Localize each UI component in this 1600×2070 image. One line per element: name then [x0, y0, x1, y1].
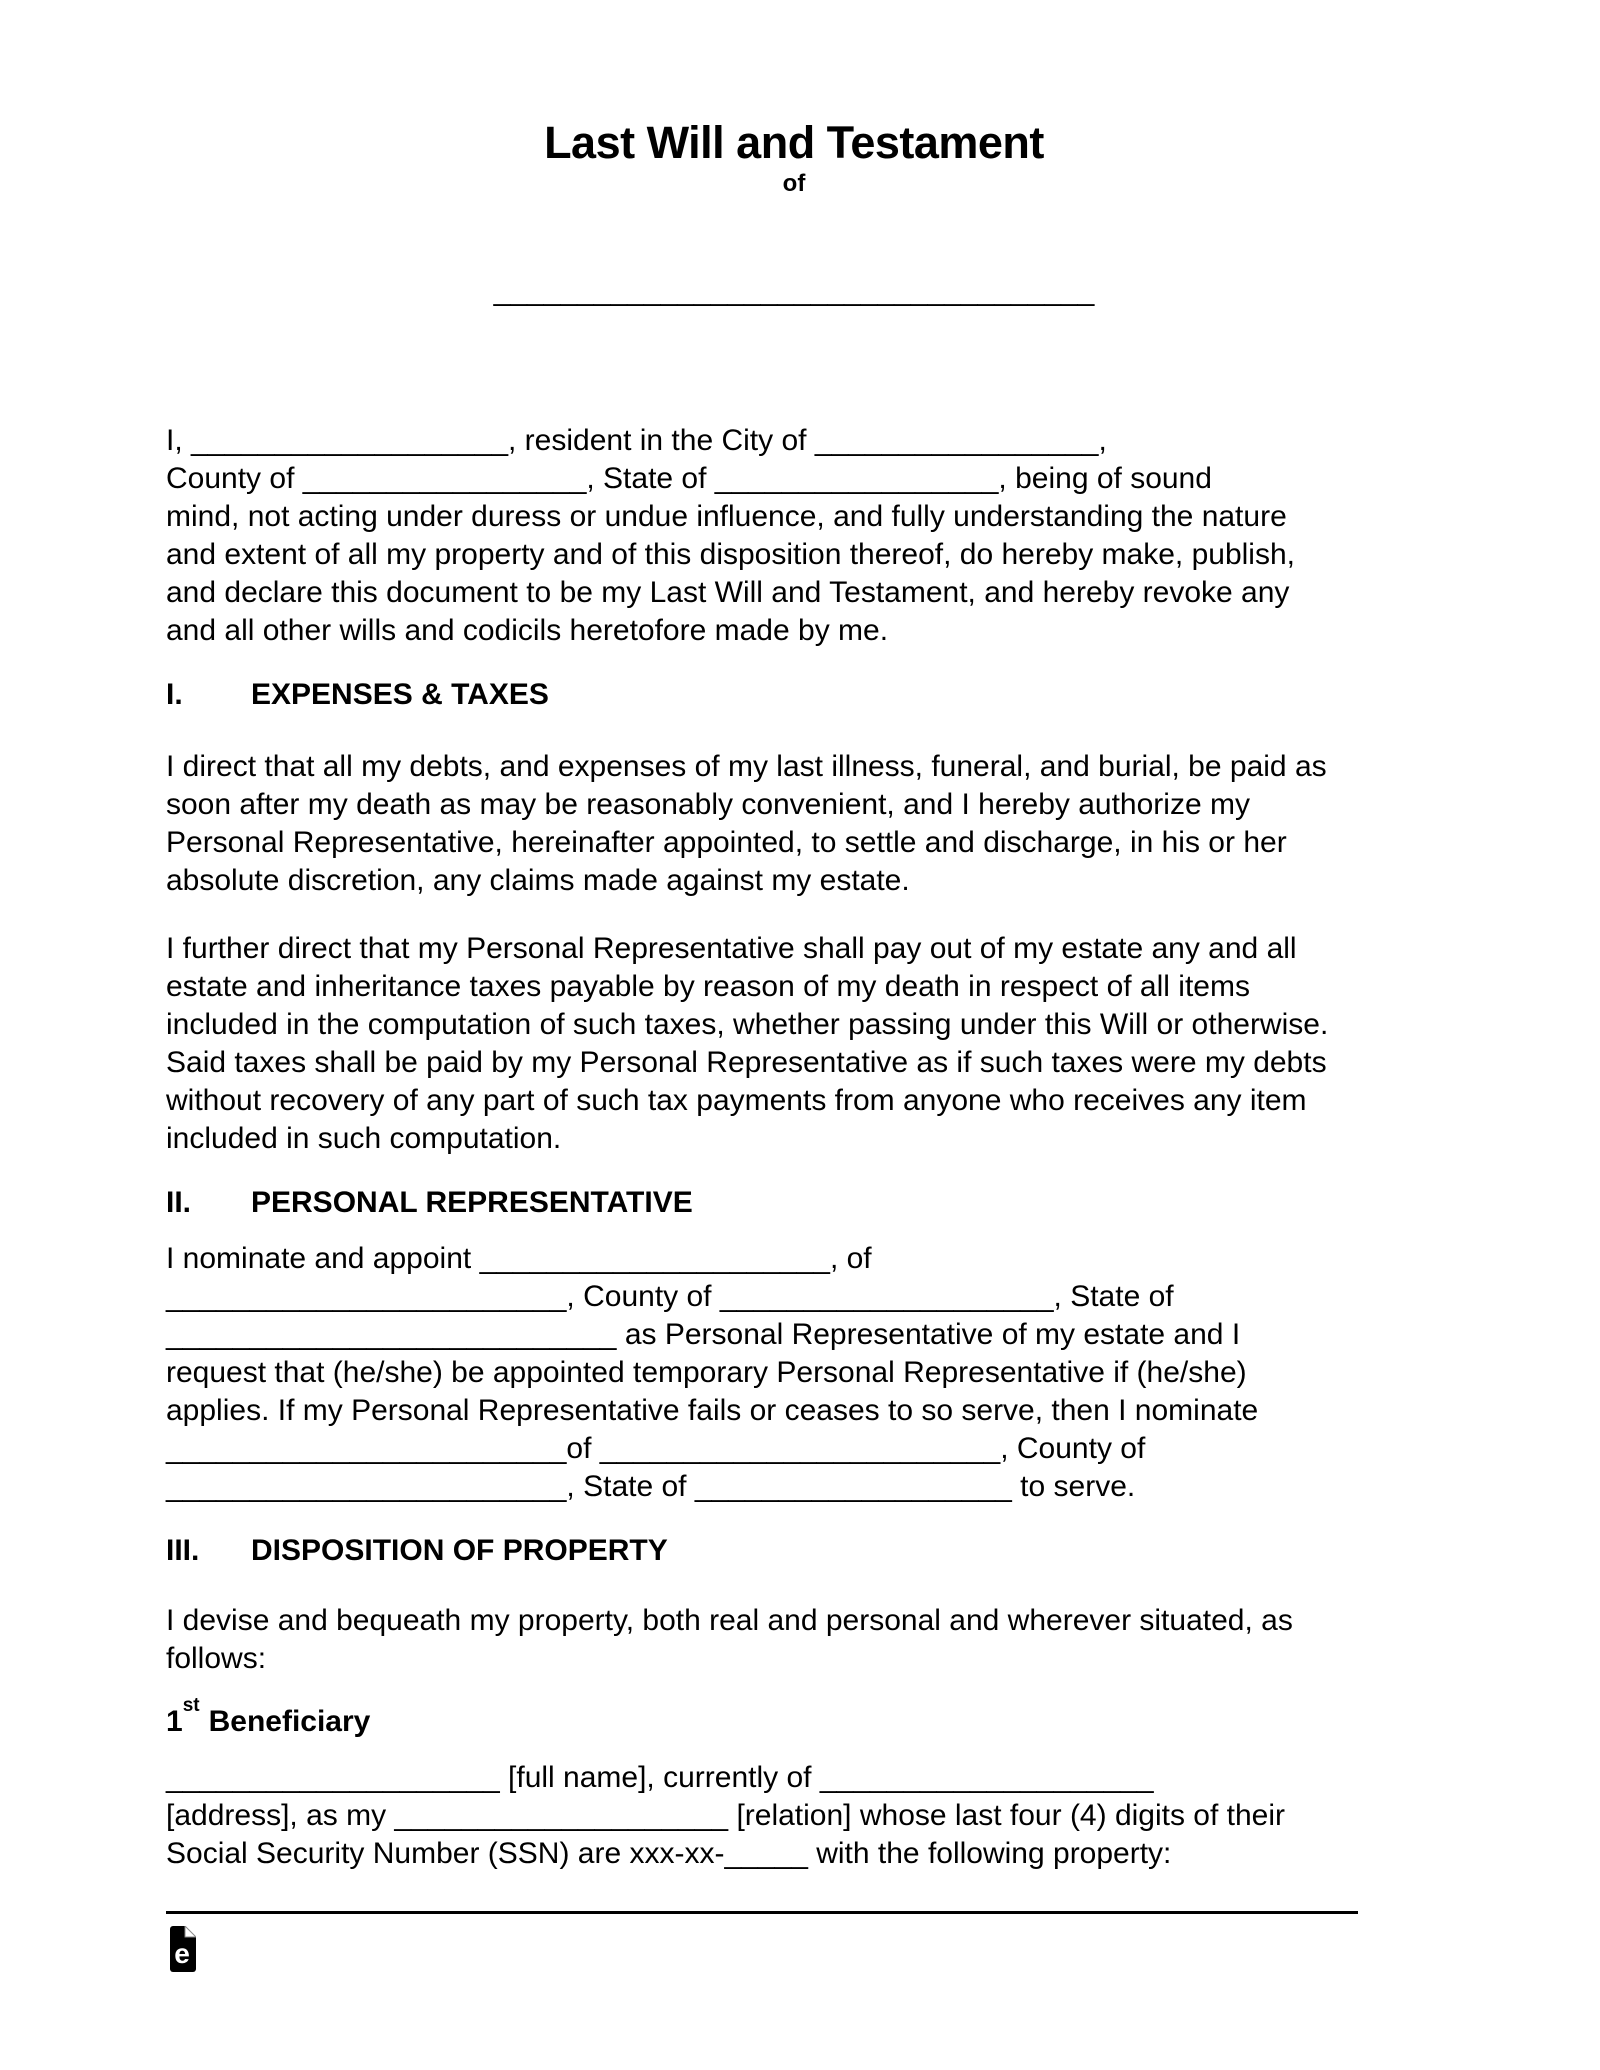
text-line: included in the computation of such taxes, whether passing under this Will or otherwise.	[166, 1008, 1329, 1041]
section-title: PERSONAL REPRESENTATIVE	[251, 1186, 693, 1219]
section-number: I.	[166, 678, 183, 711]
section-title: DISPOSITION OF PROPERTY	[251, 1534, 668, 1567]
document-subtitle: of	[782, 170, 806, 197]
first-beneficiary-heading	[166, 1696, 1422, 1741]
text-line: Said taxes shall be paid by my Personal Representative as if such taxes were my debts	[166, 1046, 1327, 1079]
text-line: mind, not acting under duress or undue influence, and fully understanding the nature	[166, 500, 1287, 533]
text-line: Social Security Number (SSN) are xxx-xx-_____ with the following property:	[166, 1837, 1172, 1870]
section-heading-expenses-taxes	[166, 676, 1422, 714]
intro-paragraph	[166, 422, 1422, 650]
text-line: County of _________________, State of _________________, being of sound	[166, 462, 1212, 495]
text-line: applies. If my Personal Representative fails or ceases to so serve, then I nominate	[166, 1394, 1259, 1427]
text-line: and all other wills and codicils heretofore made by me.	[166, 614, 889, 647]
text-line: ________________________, State of ___________________ to serve.	[166, 1470, 1136, 1503]
text-line: ________________________of ________________________, County of	[166, 1432, 1146, 1465]
eforms-logo-icon	[170, 1926, 196, 1972]
text-line: without recovery of any part of such tax payments from anyone who receives any item	[166, 1084, 1307, 1117]
text-line: I further direct that my Personal Representative shall pay out of my estate any and all	[166, 932, 1297, 965]
disposition-paragraph	[166, 1602, 1422, 1678]
text-line: [address], as my ____________________ [relation] whose last four (4) digits of their	[166, 1799, 1286, 1832]
text-line: included in such computation.	[166, 1122, 562, 1155]
expenses-paragraph-1	[166, 748, 1422, 900]
beneficiary-ordinal: st	[182, 1695, 200, 1717]
expenses-paragraph-2	[166, 930, 1422, 1158]
text-line: follows:	[166, 1642, 267, 1675]
section-number: II.	[166, 1186, 192, 1219]
section-number: III.	[166, 1534, 200, 1567]
text-line: I direct that all my debts, and expenses of my last illness, funeral, and burial, be paid as	[166, 750, 1327, 783]
first-beneficiary-paragraph	[166, 1759, 1422, 1873]
beneficiary-number: 1	[166, 1705, 183, 1738]
beneficiary-label: Beneficiary	[208, 1705, 371, 1738]
text-line: request that (he/she) be appointed temporary Personal Representative if (he/she)	[166, 1356, 1247, 1389]
text-line: soon after my death as may be reasonably convenient, and I hereby authorize my	[166, 788, 1250, 821]
document-content	[166, 0, 1422, 1873]
text-line: and extent of all my property and of this disposition thereof, do hereby make, publish,	[166, 538, 1295, 571]
text-line: estate and inheritance taxes payable by reason of my death in respect of all items	[166, 970, 1250, 1003]
text-line: Personal Representative, hereinafter appointed, to settle and discharge, in his or her	[166, 826, 1287, 859]
footer-divider-line	[166, 1911, 1358, 1914]
text-line: I, ___________________, resident in the City of _________________,	[166, 424, 1107, 457]
text-line: ____________________ [full name], currently of ____________________	[166, 1761, 1154, 1794]
text-line: ________________________, County of ____________________, State of	[166, 1280, 1174, 1313]
section-heading-personal-representative	[166, 1184, 1422, 1222]
personal-representative-paragraph	[166, 1240, 1422, 1506]
text-line: absolute discretion, any claims made against my estate.	[166, 864, 910, 897]
section-heading-disposition-of-property	[166, 1532, 1422, 1570]
section-title: EXPENSES & TAXES	[251, 678, 549, 711]
document-title: Last Will and Testament	[544, 117, 1044, 168]
text-line: I devise and bequeath my property, both real and personal and wherever situated, as	[166, 1604, 1293, 1637]
text-line: I nominate and appoint _____________________, of	[166, 1242, 872, 1275]
text-line: and declare this document to be my Last Will and Testament, and hereby revoke any	[166, 576, 1290, 609]
eforms-logo-letter: e	[174, 1938, 190, 1969]
text-line: ___________________________ as Personal Representative of my estate and I	[166, 1318, 1241, 1351]
testator-name-blank: ____________________________________	[493, 274, 1095, 307]
